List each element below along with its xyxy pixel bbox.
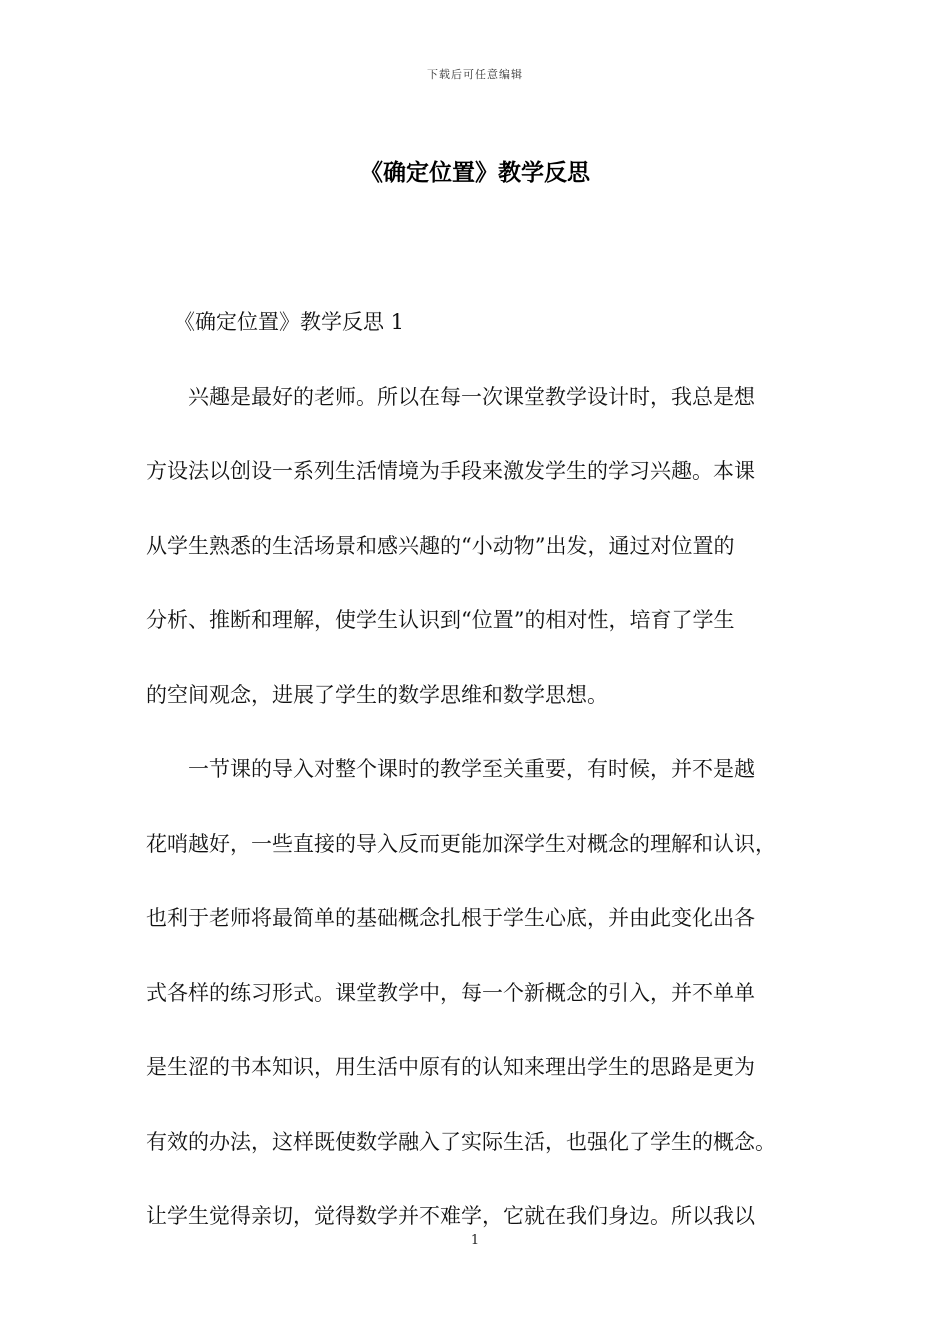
paragraph-line: 的空间观念，进展了学生的数学思维和数学思想。 <box>146 682 608 707</box>
document-title: 《确定位置》教学反思 <box>360 160 590 186</box>
paragraph-line: 让学生觉得亲切，觉得数学并不难学，它就在我们身边。所以我以 <box>146 1204 755 1228</box>
paragraph-line: 从学生熟悉的生活场景和感兴趣的“小动物”出发，通过对位置的 <box>146 533 735 558</box>
section-heading: 《确定位置》教学反思 1 <box>174 310 405 334</box>
paragraph-line: 也利于老师将最简单的基础概念扎根于学生心底，并由此变化出各 <box>146 906 755 930</box>
paragraph-line: 式各样的练习形式。课堂教学中，每一个新概念的引入，并不单单 <box>146 980 755 1005</box>
paragraph-line: 有效的办法，这样既使数学融入了实际生活，也强化了学生的概念。 <box>146 1129 776 1154</box>
paragraph-line: 一节课的导入对整个课时的教学至关重要，有时候，并不是越 <box>188 757 755 781</box>
paragraph-line: 方设法以创设一系列生活情境为手段来激发学生的学习兴趣。本课 <box>146 459 755 483</box>
paragraph-line: 兴趣是最好的老师。所以在每一次课堂教学设计时，我总是想 <box>188 384 755 409</box>
header-note: 下载后可任意编辑 <box>427 68 523 81</box>
page-number: 1 <box>470 1233 480 1248</box>
paragraph-line: 花哨越好，一些直接的导入反而更能加深学生对概念的理解和认识， <box>146 831 776 856</box>
paragraph-line: 分析、推断和理解，使学生认识到“位置”的相对性，培育了学生 <box>146 608 735 632</box>
paragraph-line: 是生涩的书本知识，用生活中原有的认知来理出学生的思路是更为 <box>146 1055 755 1079</box>
document-body <box>146 285 806 1254</box>
